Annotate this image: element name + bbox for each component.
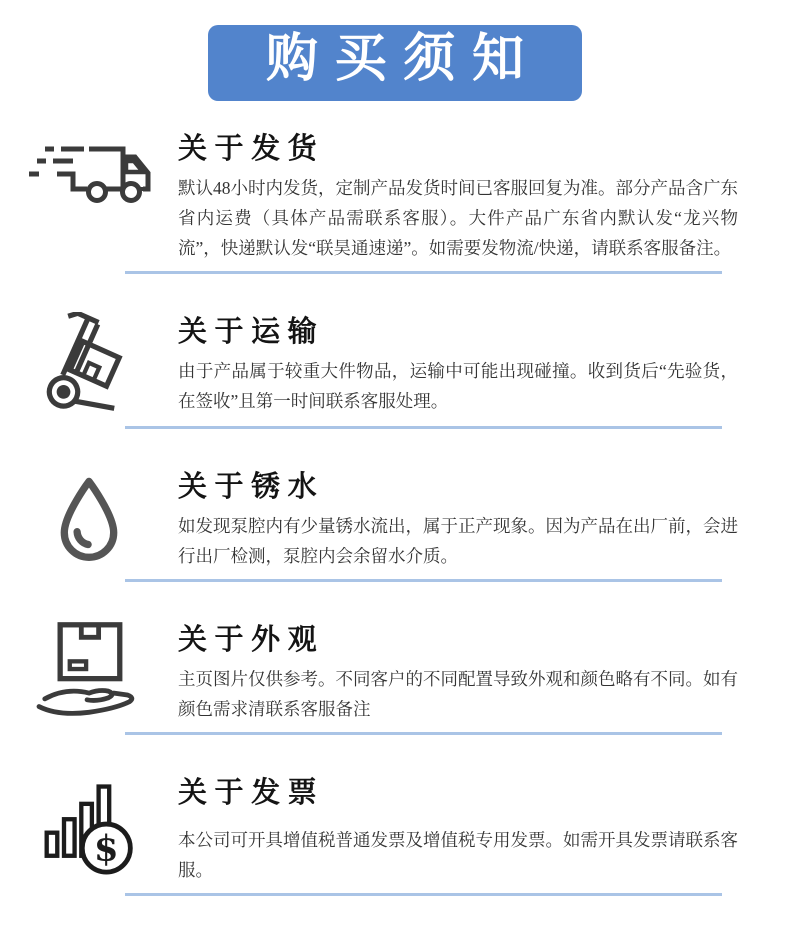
section-body-transport: 由于产品属于较重大件物品，运输中可能出现碰撞。收到货后“先验货，在签收”且第一时间联系客服处理。 xyxy=(178,361,738,411)
section-invoice xyxy=(0,773,790,885)
water-drop-icon xyxy=(57,475,121,561)
section-divider xyxy=(125,732,722,735)
section-transport xyxy=(0,312,790,418)
dollar-sign-glyph: $ xyxy=(93,828,119,870)
purchase-notice-panel xyxy=(0,25,790,930)
section-title-rust-water: 关于锈水 xyxy=(178,471,325,503)
section-body-appearance: 主页图片仅供参考。不同客户的不同配置导致外观和颜色略有不同。如有颜色需求清联系客服备注 xyxy=(178,669,738,719)
shipping-content xyxy=(178,129,790,263)
rust-content xyxy=(178,467,790,571)
section-body-shipping: 默认48小时内发货，定制产品发货时间已客服回复为准。部分产品含广东省内运费（具体产品需联系客服）。大件产品广东省内默认发“龙兴物流”，快递默认发“联昊通速递”。如需要发物流/快递，请联系客服备注。 xyxy=(178,178,738,258)
section-divider xyxy=(125,426,722,429)
invoice-content xyxy=(178,773,790,885)
rust-icon-col xyxy=(0,467,178,561)
section-body-invoice: 本公司可开具增值税普通发票及增值税专用发票。如需开具发票请联系客服。 xyxy=(178,830,738,880)
section-divider xyxy=(125,893,722,896)
section-rust-water xyxy=(0,467,790,571)
invoice-icon-col xyxy=(0,773,178,877)
appearance-content xyxy=(178,620,790,724)
appearance-icon-col xyxy=(0,620,178,720)
truck-icon xyxy=(27,141,151,207)
section-body-rust-water: 如发现泵腔内有少量锈水流出，属于正产现象。因为产品在出厂前，会进行出厂检测，泵腔内会余留水介质。 xyxy=(178,516,738,566)
hand-truck-icon xyxy=(36,312,142,418)
section-title-invoice: 关于发票 xyxy=(178,777,325,809)
section-shipping xyxy=(0,129,790,263)
section-title-shipping: 关于发货 xyxy=(178,133,325,165)
transport-content xyxy=(178,312,790,416)
package-hand-icon xyxy=(31,620,147,720)
section-divider xyxy=(125,271,722,274)
section-title-appearance: 关于外观 xyxy=(178,624,325,656)
section-title-transport: 关于运输 xyxy=(178,316,325,348)
transport-icon-col xyxy=(0,312,178,418)
shipping-icon-col xyxy=(0,129,178,207)
banner xyxy=(208,25,582,101)
section-appearance xyxy=(0,620,790,724)
banner-title: 购买须知 xyxy=(266,31,541,88)
money-bars-icon xyxy=(39,773,139,877)
section-divider xyxy=(125,579,722,582)
